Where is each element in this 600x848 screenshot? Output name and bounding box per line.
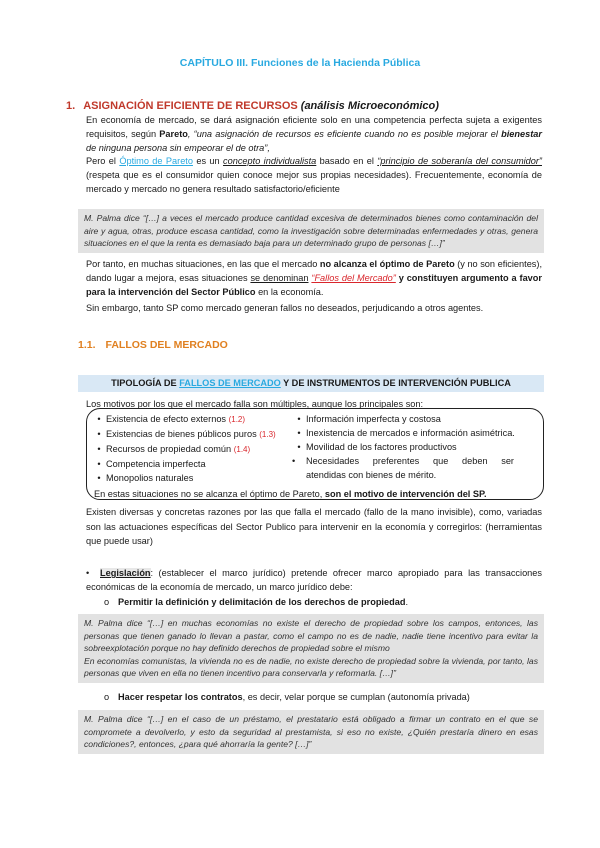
fallos-list-right xyxy=(292,412,514,482)
legislacion-label: Legislación xyxy=(100,568,151,578)
paragraph-sin-embargo: Sin embargo, tanto SP como mercado generan fallos no deseados, perjudicando a otros agentes. xyxy=(86,303,484,314)
quote-palma-1 xyxy=(78,209,544,253)
legislacion-sub-1: o Permitir la definición y delimitación de los derechos de propiedad. xyxy=(104,597,408,607)
list-item: • Información imperfecta y costosa xyxy=(297,414,441,424)
tipologia-head-b: FALLOS DE MERCADO xyxy=(179,378,281,388)
legislacion-item: • Legislación: (establecer el marco jurídico) pretende ofrecer marco apropiado para las transacciones económicas de la economía de mercado, un marco jurídico debe: xyxy=(86,568,542,592)
section-1-number: 1. xyxy=(66,100,76,112)
optimo-pareto-link[interactable]: Óptimo de Pareto xyxy=(119,156,193,167)
list-item-continued: atendidas con bienes de mérito. xyxy=(306,470,437,480)
section-1-heading xyxy=(66,100,439,112)
section-1-title: ASIGNACIÓN EFICIENTE DE RECURSOS xyxy=(83,100,298,112)
legislacion-text: : (establecer el marco jurídico) pretende ofrecer marco apropiado para las transacciones económicas de la economía de mercado, un marco jurídico debe: xyxy=(86,568,542,592)
paragraph-razones: Existen diversas y concretas razones por las que falla el mercado (fallo de la mano invisible), como, variadas son las actuaciones específicas del Sector Publico para intervenir en la economía y corregirlos: (herramientas que puede usar) xyxy=(86,507,542,546)
p1-text-a: En economía de mercado, se dará asignación eficiente solo en una competencia perfecta sujeta a exigentes requisitos, según xyxy=(86,115,542,139)
quote-1-text: M. Palma dice “[…] a veces el mercado produce cantidad excesiva de determinados bienes como contaminación del aire y agua, otras, produce escasa cantidad, como la investigación sobre determinadas enfermedades y otras, genera situaciones en el que la renta es demasiado baja para un determinado grupo de personas […]” xyxy=(84,213,538,249)
p1-text-b: , “una asignación de recursos es eficiente cuando no es posible mejorar el xyxy=(187,128,502,139)
p2-text-a: Pero el xyxy=(86,156,120,167)
p3-text-d: se denominan xyxy=(250,272,309,283)
list-item: • Competencia imperfecta xyxy=(97,459,206,469)
situaciones-b: son el motivo de intervención del SP. xyxy=(324,489,487,499)
list-item: • Existencias de bienes públicos puros (1.3) xyxy=(97,429,276,439)
fallos-list-left xyxy=(92,412,276,485)
quote-palma-2 xyxy=(78,614,544,683)
p3-text-g: en la economía. xyxy=(255,286,324,297)
p2-text-b: es un xyxy=(192,156,224,167)
list-item: • Monopolios naturales xyxy=(97,473,194,483)
list-item: • Necesidades preferentes que deben ser xyxy=(292,456,514,466)
section-1-1-title: FALLOS DEL MERCADO xyxy=(105,339,228,351)
tipologia-head-c: Y DE INSTRUMENTOS DE INTERVENCIÓN PUBLICA xyxy=(280,378,511,388)
sub1-text: Permitir la definición y delimitación de los derechos de propiedad xyxy=(118,597,406,607)
p3-text-f: y constituyen argumento a favor para la intervención del Sector Público xyxy=(86,272,542,297)
situaciones-a: En estas situaciones no se alcanza el óptimo de Pareto, xyxy=(94,489,325,499)
list-item: • Recursos de propiedad común (1.4) xyxy=(97,444,251,454)
quote-2b-text: En economías comunistas, la vivienda no es de nadie, no existe derecho de propiedad sobre la vivienda, por tanto, las personas que viven en ella no tienen incentivo para conservarla y reformarla. […]” xyxy=(84,655,538,679)
paragraph-fallos xyxy=(86,258,542,299)
p1-text-c: de ninguna persona sin empeorar el de otra”, xyxy=(86,142,270,153)
list-item: • Movilidad de los factores productivos xyxy=(297,442,457,452)
fallos-mercado-term: “Fallos del Mercado” xyxy=(311,272,396,283)
tipologia-head-a: TIPOLOGÍA DE xyxy=(111,378,180,388)
quote-palma-3 xyxy=(78,710,544,754)
legislacion-sub-2: o Hacer respetar los contratos, es decir, velar porque se cumplan (autonomía privada) xyxy=(104,692,470,702)
p2-text-d: (respeta que es el consumidor quien conoce mejor sus propias necesidades). Frecuentemente, economía de mercado y mercado no genera resultado satisfactorio/eficiente xyxy=(86,170,542,194)
p2-principio: “principio de soberanía del consumidor” xyxy=(377,156,542,167)
p2-concepto: concepto individualista xyxy=(223,156,317,167)
situaciones-line xyxy=(94,489,487,499)
section-1-body xyxy=(86,114,542,197)
section-1-body-2 xyxy=(86,258,542,316)
sub2-bold: Hacer respetar los contratos xyxy=(118,692,243,702)
p1-pareto: Pareto xyxy=(159,128,188,139)
section-1-1-heading xyxy=(78,339,228,351)
p2-text-c: basado en el xyxy=(316,156,378,167)
quote-2-text: M. Palma dice “[…] en muchas economías no existe el derecho de propiedad sobre los campos, entonces, las personas que tienen ganado lo llevan a pastar, como el campo no es de nadie, nadie tiene incentivo para evitar la sobreexplotación porque no hay definido derechos de propiedad sobre el mismo xyxy=(84,618,538,654)
sub2-text: , es decir, velar porque se cumplan (autonomía privada) xyxy=(242,692,470,702)
paragraph-pareto xyxy=(86,155,542,196)
p3-text-a: Por tanto, en muchas situaciones, en las que el mercado xyxy=(86,259,320,269)
paragraph-efficiency xyxy=(86,114,542,155)
quote-3-text: M. Palma dice “[…] en el caso de un préstamo, el prestatario está obligado a firmar un contrato en el que se compromete a devolverlo, y esto da seguridad al prestamista, si eso no existe, ¿Quién prestaría dinero en esas condiciones?, entonces, ¿para qué ahorraría la gente? […]” xyxy=(84,714,538,750)
p1-bienestar: bienestar xyxy=(501,128,542,139)
section-1-subtitle: (análisis Microeconómico) xyxy=(300,100,439,112)
tipologia-header xyxy=(78,375,544,392)
p3-text-c: (y no son eficientes), dando lugar a mejora, esas situaciones xyxy=(86,259,543,283)
list-item: • Existencia de efecto externos (1.2) xyxy=(97,414,246,424)
list-item: • Inexistencia de mercados e información asimétrica. xyxy=(297,428,515,438)
section-1-1-number: 1.1. xyxy=(78,339,96,351)
motivos-intro: Los motivos por los que el mercado falla son múltiples, aunque los principales son: xyxy=(86,399,424,409)
p3-text-b: no alcanza el óptimo de Pareto xyxy=(319,259,455,269)
chapter-title: CAPÍTULO III. Funciones de la Hacienda Pública xyxy=(179,57,421,69)
